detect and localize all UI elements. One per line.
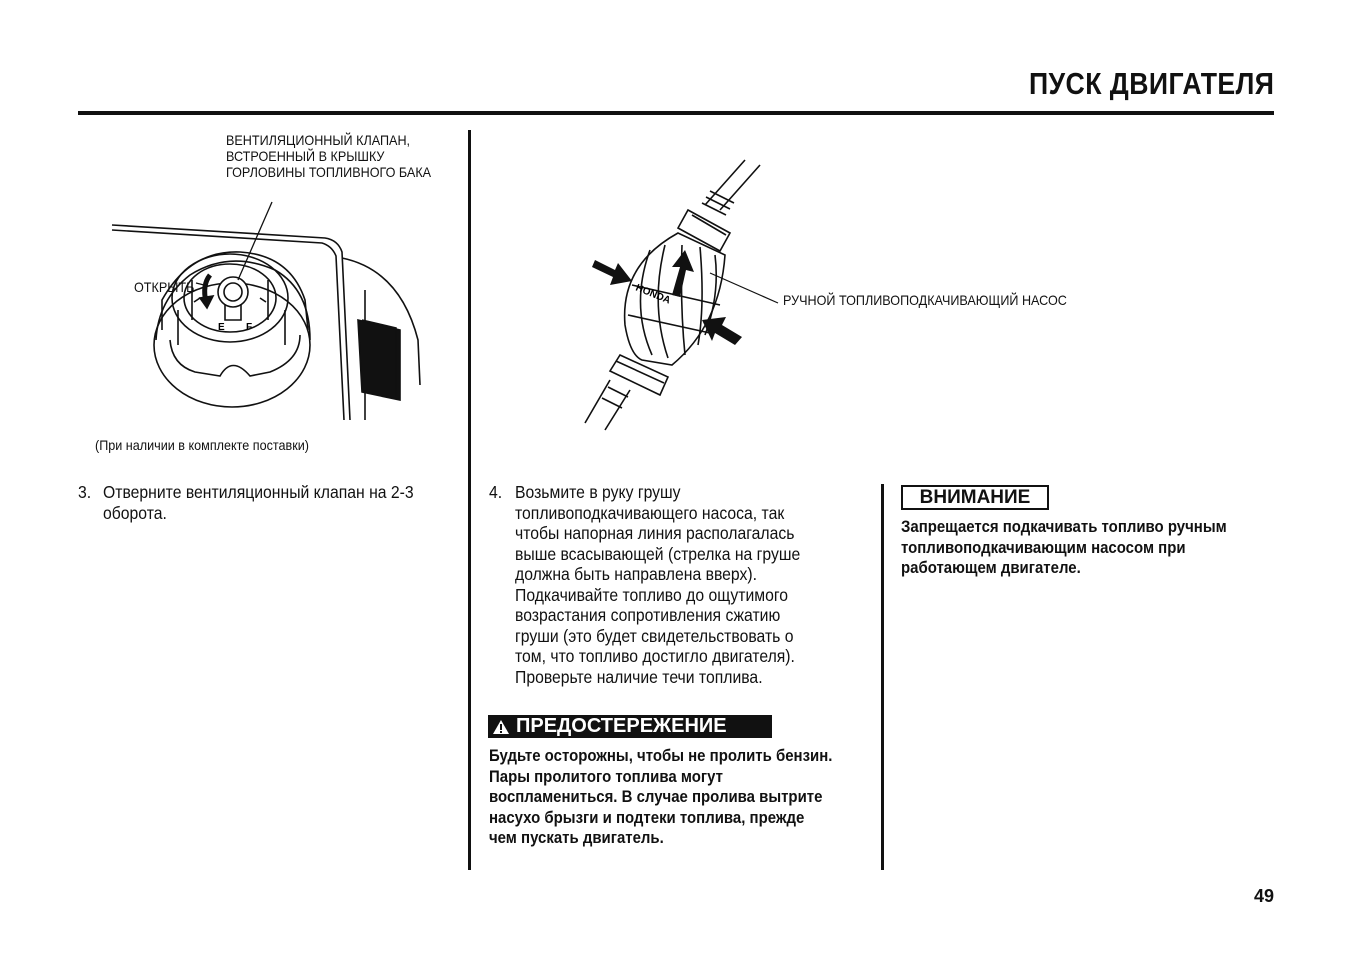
header-rule (78, 111, 1274, 115)
cap-letter-f: F (246, 322, 253, 333)
vent-valve-callout: ВЕНТИЛЯЦИОННЫЙ КЛАПАН, ВСТРОЕННЫЙ В КРЫШКУ ГОРЛОВИНЫ ТОПЛИВНОГО БАКА (226, 132, 432, 180)
pump-callout: РУЧНОЙ ТОПЛИВОПОДКАЧИВАЮЩИЙ НАСОС (783, 292, 1067, 308)
figure-caption: (При наличии в комплекте поставки) (95, 437, 310, 453)
caution-label (488, 715, 772, 738)
caution-label-text: ПРЕДОСТЕРЕЖЕНИЕ (516, 715, 727, 737)
fuel-cap-illustration (100, 180, 440, 440)
caution-text: Будьте осторожны, чтобы не пролить бензин. Пары пролитого топлива могут воспламениться. В случае пролива вытрите насухо брызги и подтеки топлива, прежде чем пускать двигатель. (489, 746, 833, 847)
page-number: 49 (1253, 886, 1274, 906)
step-4-number: 4. (489, 482, 503, 502)
warning-triangle-icon (492, 719, 510, 735)
bulb-brand-text: HONDA (633, 282, 672, 307)
step-3-number: 3. (78, 482, 92, 502)
page-title: ПУСК ДВИГАТЕЛЯ (1028, 66, 1274, 101)
column-divider-right (881, 484, 884, 870)
step-3-text: Отверните вентиляционный клапан на 2-3 оборота. (103, 482, 414, 523)
open-callout: ОТКРЫТЬ (134, 279, 195, 295)
notice-text: Запрещается подкачивать топливо ручным топливоподкачивающим насосом при работающем двигателе. (901, 517, 1227, 577)
primer-bulb-illustration (580, 155, 800, 435)
step-4-text: Возьмите в руку грушу топливоподкачивающего насоса, так чтобы напорная линия располагалась выше всасывающей (стрелка на груше должна быть направлена вверх). Подкачивайте топливо до ощутимого возрастания сопротивления сжатию груши (это будет свидетельствовать о том, что топливо достигло двигателя). Проверьте наличие течи топлива. (515, 482, 801, 687)
cap-letter-e: E (218, 322, 225, 333)
notice-label: ВНИМАНИЕ (901, 485, 1049, 510)
column-divider-left (468, 130, 471, 870)
